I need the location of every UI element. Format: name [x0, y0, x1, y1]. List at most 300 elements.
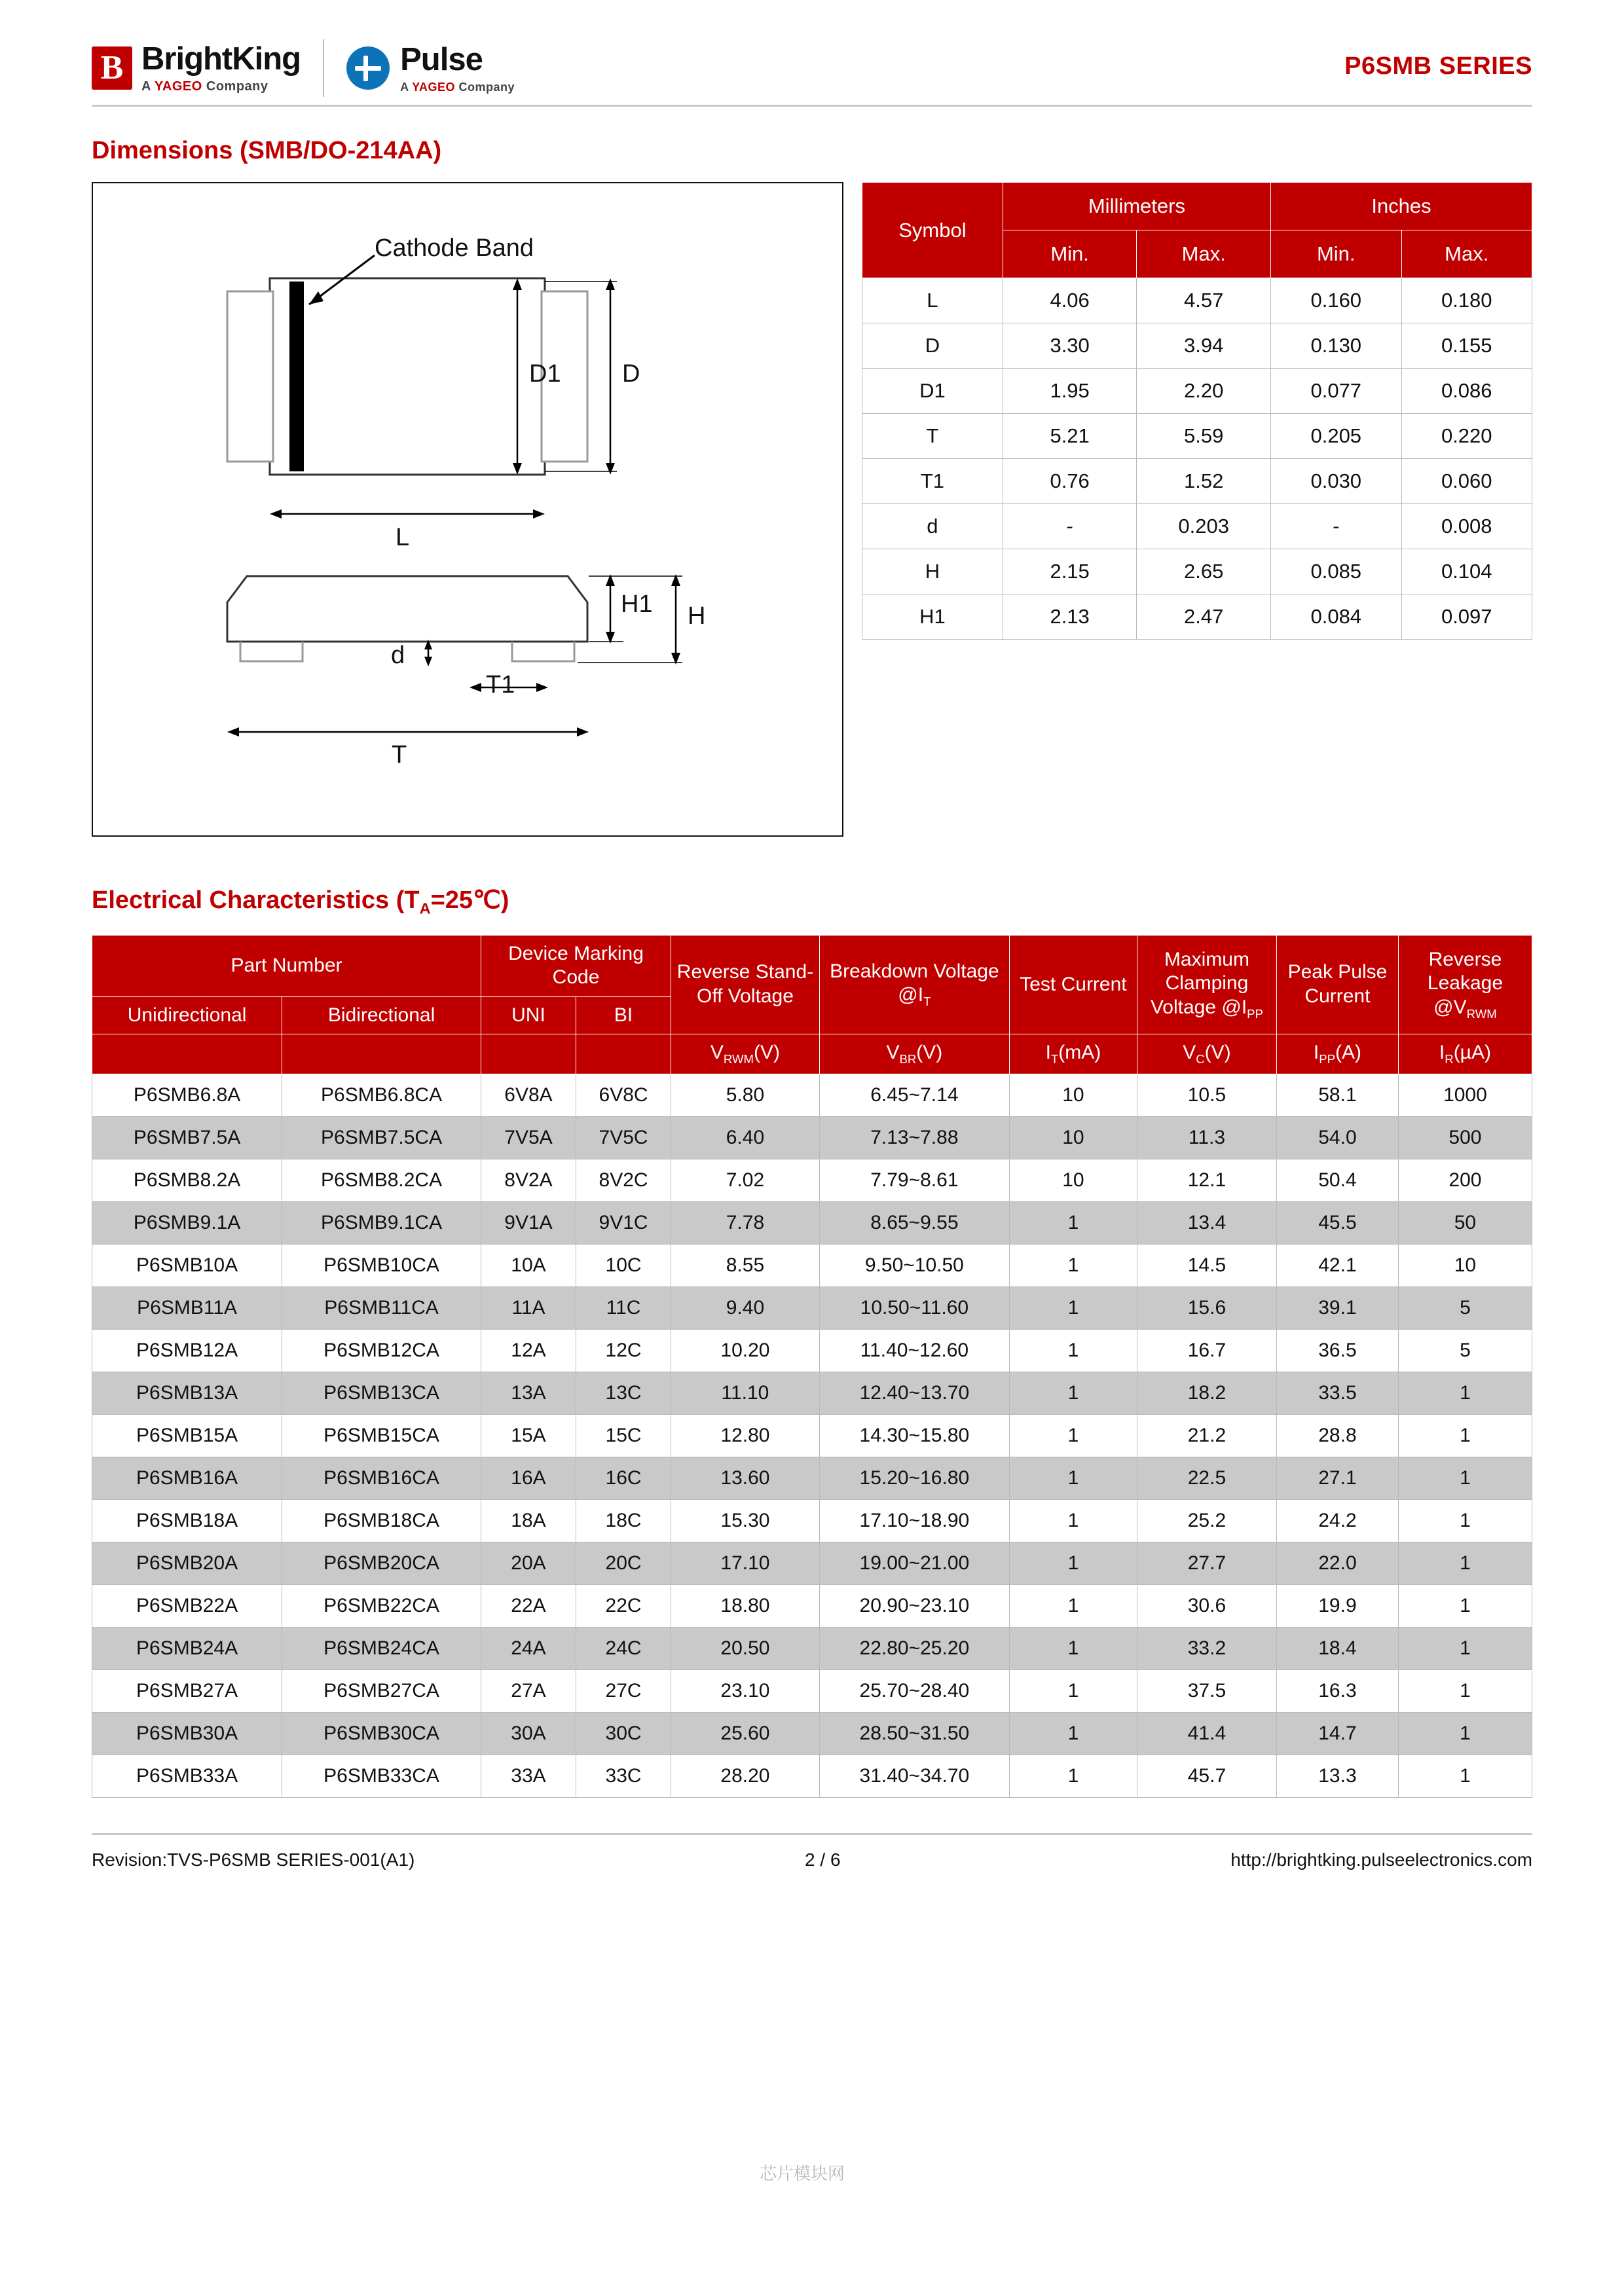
- dim-in-max: 0.155: [1401, 323, 1532, 369]
- ec-it: 10: [1009, 1117, 1137, 1159]
- ec-uni-code: 20A: [481, 1542, 576, 1585]
- dim-col-mm-min: Min.: [1003, 230, 1137, 278]
- footer-page-number: 2 / 6: [805, 1850, 841, 1870]
- ec-ir: 1: [1398, 1713, 1532, 1755]
- ec-bi-code: 18C: [576, 1500, 671, 1542]
- ec-vc: 33.2: [1137, 1628, 1276, 1670]
- ec-ipp: 14.7: [1277, 1713, 1399, 1755]
- ec-unit-vc: $V_C(V)$: [1137, 1034, 1276, 1074]
- ec-it: 1: [1009, 1245, 1137, 1287]
- ec-bi-code: 8V2C: [576, 1159, 671, 1202]
- ec-unit-it: $I_T(mA)$: [1009, 1034, 1137, 1074]
- dim-symbol: D1: [862, 369, 1003, 414]
- dimensions-table-body: [862, 278, 1532, 640]
- ec-col-reverse-leakage-sub: RWM: [1466, 1006, 1497, 1021]
- ec-vbr: 9.50~10.50: [819, 1245, 1009, 1287]
- dim-symbol: H1: [862, 594, 1003, 640]
- ec-it: 1: [1009, 1287, 1137, 1330]
- t-label: T: [392, 741, 407, 769]
- ec-vbr: 19.00~21.00: [819, 1542, 1009, 1585]
- table-row: [92, 1628, 1532, 1670]
- ec-uni: P6SMB11A: [92, 1287, 282, 1330]
- ec-vbr: 15.20~16.80: [819, 1457, 1009, 1500]
- dim-mm-min: 0.76: [1003, 459, 1137, 504]
- ec-col-max-clamping-voltage: [1137, 935, 1276, 1034]
- ec-unit-uni: [92, 1034, 282, 1074]
- ec-bi-code: 24C: [576, 1628, 671, 1670]
- ec-vrwm: 7.02: [671, 1159, 820, 1202]
- ec-ir: 500: [1398, 1117, 1532, 1159]
- ec-it: 1: [1009, 1670, 1137, 1713]
- ec-vrwm: 28.20: [671, 1755, 820, 1798]
- ec-ipp: 58.1: [1277, 1074, 1399, 1117]
- ec-uni: P6SMB10A: [92, 1245, 282, 1287]
- ec-uni: P6SMB7.5A: [92, 1117, 282, 1159]
- table-row: [92, 1245, 1532, 1287]
- dim-mm-max: 3.94: [1137, 323, 1271, 369]
- d1-label: D1: [529, 360, 561, 388]
- logo-group: [92, 39, 515, 97]
- ec-vrwm: 9.40: [671, 1287, 820, 1330]
- ec-col-max-clamping-voltage-sub: PP: [1247, 1006, 1263, 1021]
- table-row: [92, 1330, 1532, 1372]
- ec-ir: 5: [1398, 1330, 1532, 1372]
- ec-vc: 15.6: [1137, 1287, 1276, 1330]
- ec-bi: P6SMB6.8CA: [282, 1074, 481, 1117]
- dim-in-min: 0.084: [1271, 594, 1401, 640]
- ec-vrwm: 15.30: [671, 1500, 820, 1542]
- package-drawing: [92, 182, 843, 837]
- ec-uni-code: 11A: [481, 1287, 576, 1330]
- ec-bi-code: 13C: [576, 1372, 671, 1415]
- ec-uni-code: 18A: [481, 1500, 576, 1542]
- ec-bi: P6SMB20CA: [282, 1542, 481, 1585]
- dim-in-max: 0.104: [1401, 549, 1532, 594]
- table-row: [92, 1542, 1532, 1585]
- dimensions-table-head: [862, 183, 1532, 278]
- table-row: [862, 594, 1532, 640]
- table-row: [862, 504, 1532, 549]
- ec-unit-ipp: $I_{PP}(A)$: [1277, 1034, 1399, 1074]
- ec-it: 1: [1009, 1713, 1137, 1755]
- ec-bi-code: 22C: [576, 1585, 671, 1628]
- ec-vc: 41.4: [1137, 1713, 1276, 1755]
- dim-in-min: 0.160: [1271, 278, 1401, 323]
- ec-vbr: 6.45~7.14: [819, 1074, 1009, 1117]
- ec-vbr: 8.65~9.55: [819, 1202, 1009, 1245]
- brightking-tagline: [141, 80, 301, 93]
- dim-in-max: 0.086: [1401, 369, 1532, 414]
- ec-bi-code: 16C: [576, 1457, 671, 1500]
- ec-vbr: 7.13~7.88: [819, 1117, 1009, 1159]
- ec-vbr: 20.90~23.10: [819, 1585, 1009, 1628]
- dimensions-table: [862, 182, 1532, 640]
- ec-col-test-current: Test Current: [1009, 935, 1137, 1034]
- ec-unit-bicode: [576, 1034, 671, 1074]
- ec-bi-code: 20C: [576, 1542, 671, 1585]
- ec-bi-code: 15C: [576, 1415, 671, 1457]
- dim-col-in-max: Max.: [1401, 230, 1532, 278]
- ec-ir: 1: [1398, 1755, 1532, 1798]
- electrical-heading-a: Electrical Characteristics (T: [92, 886, 420, 914]
- ec-vc: 45.7: [1137, 1755, 1276, 1798]
- dim-col-mm-max: Max.: [1137, 230, 1271, 278]
- ec-col-part-number: Part Number: [92, 935, 481, 996]
- dim-col-symbol: Symbol: [862, 183, 1003, 278]
- ec-ir: 1: [1398, 1457, 1532, 1500]
- ec-ipp: 54.0: [1277, 1117, 1399, 1159]
- header-rule: [92, 105, 1532, 107]
- electrical-table-body: [92, 1074, 1532, 1798]
- ec-vrwm: 11.10: [671, 1372, 820, 1415]
- ec-col-breakdown-voltage-sub: T: [923, 994, 931, 1009]
- ec-bi-code: 33C: [576, 1755, 671, 1798]
- dim-mm-min: 5.21: [1003, 414, 1137, 459]
- ec-ipp: 45.5: [1277, 1202, 1399, 1245]
- ec-vbr: 7.79~8.61: [819, 1159, 1009, 1202]
- dim-symbol: T: [862, 414, 1003, 459]
- table-row: [92, 1287, 1532, 1330]
- ec-col-reverse-leakage: [1398, 935, 1532, 1034]
- ec-uni: P6SMB24A: [92, 1628, 282, 1670]
- ec-it: 1: [1009, 1542, 1137, 1585]
- table-row: [862, 459, 1532, 504]
- table-row: [92, 1755, 1532, 1798]
- brightking-tagline-yageo: YAGEO: [154, 79, 202, 94]
- ec-ir: 1: [1398, 1670, 1532, 1713]
- ec-uni-code: 13A: [481, 1372, 576, 1415]
- ec-col-bidirectional: Bidirectional: [282, 996, 481, 1034]
- table-row: [92, 1585, 1532, 1628]
- ec-ipp: 39.1: [1277, 1287, 1399, 1330]
- ec-col-reverse-standoff-voltage: Reverse Stand-Off Voltage: [671, 935, 820, 1034]
- ec-vbr: 22.80~25.20: [819, 1628, 1009, 1670]
- ec-it: 1: [1009, 1500, 1137, 1542]
- ec-vc: 12.1: [1137, 1159, 1276, 1202]
- ec-vc: 27.7: [1137, 1542, 1276, 1585]
- ec-ipp: 27.1: [1277, 1457, 1399, 1500]
- ec-uni-code: 15A: [481, 1415, 576, 1457]
- ec-unit-unicode: [481, 1034, 576, 1074]
- pulse-tagline-c: Company: [455, 80, 515, 94]
- ec-col-max-clamping-voltage-text: Maximum Clamping Voltage @I: [1150, 948, 1249, 1018]
- ec-uni-code: 24A: [481, 1628, 576, 1670]
- ec-uni: P6SMB33A: [92, 1755, 282, 1798]
- ec-col-unidirectional: Unidirectional: [92, 996, 282, 1034]
- ec-vc: 21.2: [1137, 1415, 1276, 1457]
- dim-mm-min: 1.95: [1003, 369, 1137, 414]
- ec-vrwm: 6.40: [671, 1117, 820, 1159]
- ec-vbr: 11.40~12.60: [819, 1330, 1009, 1372]
- ec-ir: 1: [1398, 1415, 1532, 1457]
- ec-ir: 1000: [1398, 1074, 1532, 1117]
- brightking-logo: [92, 43, 301, 93]
- ec-bi-code: 6V8C: [576, 1074, 671, 1117]
- ec-uni: P6SMB16A: [92, 1457, 282, 1500]
- ec-ipp: 13.3: [1277, 1755, 1399, 1798]
- ec-it: 1: [1009, 1585, 1137, 1628]
- ec-unit-bi: [282, 1034, 481, 1074]
- ec-vbr: 17.10~18.90: [819, 1500, 1009, 1542]
- brightking-name: BrightKing: [141, 41, 301, 77]
- ec-vbr: 12.40~13.70: [819, 1372, 1009, 1415]
- ec-vrwm: 23.10: [671, 1670, 820, 1713]
- ec-unit-vbr: $V_{BR}(V)$: [819, 1034, 1009, 1074]
- ec-it: 1: [1009, 1372, 1137, 1415]
- ec-it: 1: [1009, 1330, 1137, 1372]
- ec-uni-code: 10A: [481, 1245, 576, 1287]
- ec-vrwm: 20.50: [671, 1628, 820, 1670]
- dim-col-in-min: Min.: [1271, 230, 1401, 278]
- ec-vrwm: 10.20: [671, 1330, 820, 1372]
- ec-bi: P6SMB11CA: [282, 1287, 481, 1330]
- ec-it: 10: [1009, 1159, 1137, 1202]
- ec-vrwm: 13.60: [671, 1457, 820, 1500]
- ec-bi: P6SMB16CA: [282, 1457, 481, 1500]
- footer-url[interactable]: http://brightking.pulseelectronics.com: [1230, 1850, 1532, 1870]
- ec-uni: P6SMB6.8A: [92, 1074, 282, 1117]
- dim-in-max: 0.097: [1401, 594, 1532, 640]
- ec-uni: P6SMB18A: [92, 1500, 282, 1542]
- dim-mm-max: 2.47: [1137, 594, 1271, 640]
- ec-col-reverse-leakage-text: Reverse Leakage @V: [1427, 948, 1503, 1018]
- ec-uni: P6SMB13A: [92, 1372, 282, 1415]
- ec-bi: P6SMB10CA: [282, 1245, 481, 1287]
- table-row: [92, 1159, 1532, 1202]
- ec-vbr: 25.70~28.40: [819, 1670, 1009, 1713]
- ec-uni: P6SMB15A: [92, 1415, 282, 1457]
- dim-symbol: T1: [862, 459, 1003, 504]
- ec-it: 1: [1009, 1415, 1137, 1457]
- dim-symbol: L: [862, 278, 1003, 323]
- watermark: 芯片模块网: [760, 2164, 845, 2183]
- ec-col-peak-pulse-current: Peak Pulse Current: [1277, 935, 1399, 1034]
- series-title: P6SMB SERIES: [1344, 52, 1532, 80]
- ec-bi: P6SMB22CA: [282, 1585, 481, 1628]
- ec-vc: 25.2: [1137, 1500, 1276, 1542]
- table-row: [92, 1372, 1532, 1415]
- ec-it: 1: [1009, 1755, 1137, 1798]
- ec-ir: 5: [1398, 1287, 1532, 1330]
- ec-ir: 200: [1398, 1159, 1532, 1202]
- ec-bi: P6SMB9.1CA: [282, 1202, 481, 1245]
- ec-ipp: 24.2: [1277, 1500, 1399, 1542]
- pulse-tagline: [400, 81, 515, 93]
- electrical-table-head: [92, 935, 1532, 1074]
- table-row: [92, 1415, 1532, 1457]
- footer-revision: Revision:TVS-P6SMB SERIES-001(A1): [92, 1850, 415, 1870]
- ec-vc: 37.5: [1137, 1670, 1276, 1713]
- ec-it: 10: [1009, 1074, 1137, 1117]
- ec-vrwm: 18.80: [671, 1585, 820, 1628]
- ec-vc: 10.5: [1137, 1074, 1276, 1117]
- l-label: L: [396, 524, 410, 551]
- dim-in-min: 0.085: [1271, 549, 1401, 594]
- ec-col-uni: UNI: [481, 996, 576, 1034]
- ec-ir: 1: [1398, 1500, 1532, 1542]
- ec-uni-code: 30A: [481, 1713, 576, 1755]
- table-row: [92, 1117, 1532, 1159]
- ec-bi-code: 12C: [576, 1330, 671, 1372]
- table-row: [862, 414, 1532, 459]
- ec-bi-code: 9V1C: [576, 1202, 671, 1245]
- ec-uni: P6SMB27A: [92, 1670, 282, 1713]
- dim-in-min: 0.030: [1271, 459, 1401, 504]
- ec-uni-code: 33A: [481, 1755, 576, 1798]
- ec-it: 1: [1009, 1457, 1137, 1500]
- dim-col-inches: Inches: [1271, 183, 1532, 230]
- dim-mm-max: 4.57: [1137, 278, 1271, 323]
- ec-vc: 11.3: [1137, 1117, 1276, 1159]
- ec-vrwm: 17.10: [671, 1542, 820, 1585]
- brightking-mark-icon: B: [92, 46, 132, 90]
- ec-col-breakdown-voltage-text: Breakdown Voltage @I: [830, 960, 999, 1006]
- ec-uni: P6SMB20A: [92, 1542, 282, 1585]
- ec-vrwm: 5.80: [671, 1074, 820, 1117]
- dim-in-max: 0.060: [1401, 459, 1532, 504]
- ec-bi: P6SMB12CA: [282, 1330, 481, 1372]
- dim-mm-min: 2.15: [1003, 549, 1137, 594]
- page-header: [92, 39, 1532, 109]
- dim-mm-min: -: [1003, 504, 1137, 549]
- ec-bi: P6SMB24CA: [282, 1628, 481, 1670]
- h1-label: H1: [621, 591, 653, 618]
- d-small-label: d: [391, 642, 405, 669]
- electrical-heading-b: =25℃): [430, 886, 509, 914]
- ec-uni: P6SMB9.1A: [92, 1202, 282, 1245]
- dim-symbol: d: [862, 504, 1003, 549]
- ec-vbr: 14.30~15.80: [819, 1415, 1009, 1457]
- ec-vc: 18.2: [1137, 1372, 1276, 1415]
- dim-mm-max: 0.203: [1137, 504, 1271, 549]
- ec-uni-code: 6V8A: [481, 1074, 576, 1117]
- brightking-tagline-a: A: [141, 79, 155, 94]
- dimensions-section: [92, 182, 1532, 837]
- ec-vbr: 31.40~34.70: [819, 1755, 1009, 1798]
- ec-vbr: 10.50~11.60: [819, 1287, 1009, 1330]
- dim-mm-max: 2.65: [1137, 549, 1271, 594]
- dim-col-millimeters: Millimeters: [1003, 183, 1270, 230]
- table-row: [92, 1457, 1532, 1500]
- ec-vrwm: 8.55: [671, 1245, 820, 1287]
- ec-vc: 22.5: [1137, 1457, 1276, 1500]
- dim-mm-min: 3.30: [1003, 323, 1137, 369]
- ec-vc: 13.4: [1137, 1202, 1276, 1245]
- ec-bi: P6SMB7.5CA: [282, 1117, 481, 1159]
- dim-mm-min: 4.06: [1003, 278, 1137, 323]
- dim-mm-max: 2.20: [1137, 369, 1271, 414]
- ec-ipp: 36.5: [1277, 1330, 1399, 1372]
- dim-mm-max: 1.52: [1137, 459, 1271, 504]
- ec-uni-code: 7V5A: [481, 1117, 576, 1159]
- table-row: [862, 323, 1532, 369]
- ec-ir: 50: [1398, 1202, 1532, 1245]
- ec-vc: 14.5: [1137, 1245, 1276, 1287]
- ec-bi: P6SMB15CA: [282, 1415, 481, 1457]
- ec-bi-code: 7V5C: [576, 1117, 671, 1159]
- table-row: [92, 1670, 1532, 1713]
- table-row: [92, 1202, 1532, 1245]
- ec-col-device-marking-code: Device Marking Code: [481, 935, 671, 996]
- ec-vbr: 28.50~31.50: [819, 1713, 1009, 1755]
- dim-symbol: D: [862, 323, 1003, 369]
- table-row: [92, 1713, 1532, 1755]
- ec-unit-vrwm: $V_{RWM}(V)$: [671, 1034, 820, 1074]
- electrical-characteristics-table: [92, 935, 1532, 1798]
- dim-symbol: H: [862, 549, 1003, 594]
- ec-uni: P6SMB22A: [92, 1585, 282, 1628]
- ec-ipp: 50.4: [1277, 1159, 1399, 1202]
- table-row: [92, 1074, 1532, 1117]
- ec-bi: P6SMB33CA: [282, 1755, 481, 1798]
- logo-divider: [323, 39, 324, 97]
- electrical-heading: [92, 885, 1532, 918]
- ec-ipp: 28.8: [1277, 1415, 1399, 1457]
- t1-label: T1: [486, 671, 515, 699]
- ec-ir: 1: [1398, 1628, 1532, 1670]
- ec-uni-code: 8V2A: [481, 1159, 576, 1202]
- table-row: [862, 278, 1532, 323]
- pulse-logo: [346, 41, 515, 94]
- ec-col-bi: BI: [576, 996, 671, 1034]
- ec-it: 1: [1009, 1202, 1137, 1245]
- ec-uni: P6SMB12A: [92, 1330, 282, 1372]
- ec-ipp: 42.1: [1277, 1245, 1399, 1287]
- pulse-tagline-a: A: [400, 80, 413, 94]
- ec-bi: P6SMB8.2CA: [282, 1159, 481, 1202]
- cathode-band-label: Cathode Band: [375, 234, 534, 262]
- ec-uni-code: 16A: [481, 1457, 576, 1500]
- page-footer: [92, 1835, 1532, 1870]
- ec-ir: 1: [1398, 1585, 1532, 1628]
- table-row: [862, 549, 1532, 594]
- ec-bi-code: 27C: [576, 1670, 671, 1713]
- ec-ipp: 16.3: [1277, 1670, 1399, 1713]
- dim-in-max: 0.220: [1401, 414, 1532, 459]
- h-label: H: [688, 602, 706, 630]
- package-drawing-svg: [93, 183, 842, 835]
- table-row: [862, 369, 1532, 414]
- ec-vrwm: 7.78: [671, 1202, 820, 1245]
- ec-bi: P6SMB18CA: [282, 1500, 481, 1542]
- ec-unit-ir: $I_R(\mu A)$: [1398, 1034, 1532, 1074]
- ec-ipp: 22.0: [1277, 1542, 1399, 1585]
- ec-bi-code: 11C: [576, 1287, 671, 1330]
- pulse-mark-icon: [346, 46, 390, 90]
- dim-mm-max: 5.59: [1137, 414, 1271, 459]
- ec-ipp: 19.9: [1277, 1585, 1399, 1628]
- dim-in-max: 0.180: [1401, 278, 1532, 323]
- ec-vrwm: 12.80: [671, 1415, 820, 1457]
- ec-vc: 16.7: [1137, 1330, 1276, 1372]
- ec-uni-code: 9V1A: [481, 1202, 576, 1245]
- electrical-heading-sub: A: [419, 900, 431, 917]
- dimensions-heading: Dimensions (SMB/DO-214AA): [92, 137, 442, 164]
- ec-ipp: 18.4: [1277, 1628, 1399, 1670]
- ec-vc: 30.6: [1137, 1585, 1276, 1628]
- ec-it: 1: [1009, 1628, 1137, 1670]
- ec-ipp: 33.5: [1277, 1372, 1399, 1415]
- ec-uni: P6SMB8.2A: [92, 1159, 282, 1202]
- ec-uni-code: 22A: [481, 1585, 576, 1628]
- ec-bi: P6SMB30CA: [282, 1713, 481, 1755]
- ec-bi-code: 10C: [576, 1245, 671, 1287]
- dim-in-max: 0.008: [1401, 504, 1532, 549]
- ec-bi-code: 30C: [576, 1713, 671, 1755]
- ec-vrwm: 25.60: [671, 1713, 820, 1755]
- ec-bi: P6SMB27CA: [282, 1670, 481, 1713]
- d-label: D: [622, 360, 640, 388]
